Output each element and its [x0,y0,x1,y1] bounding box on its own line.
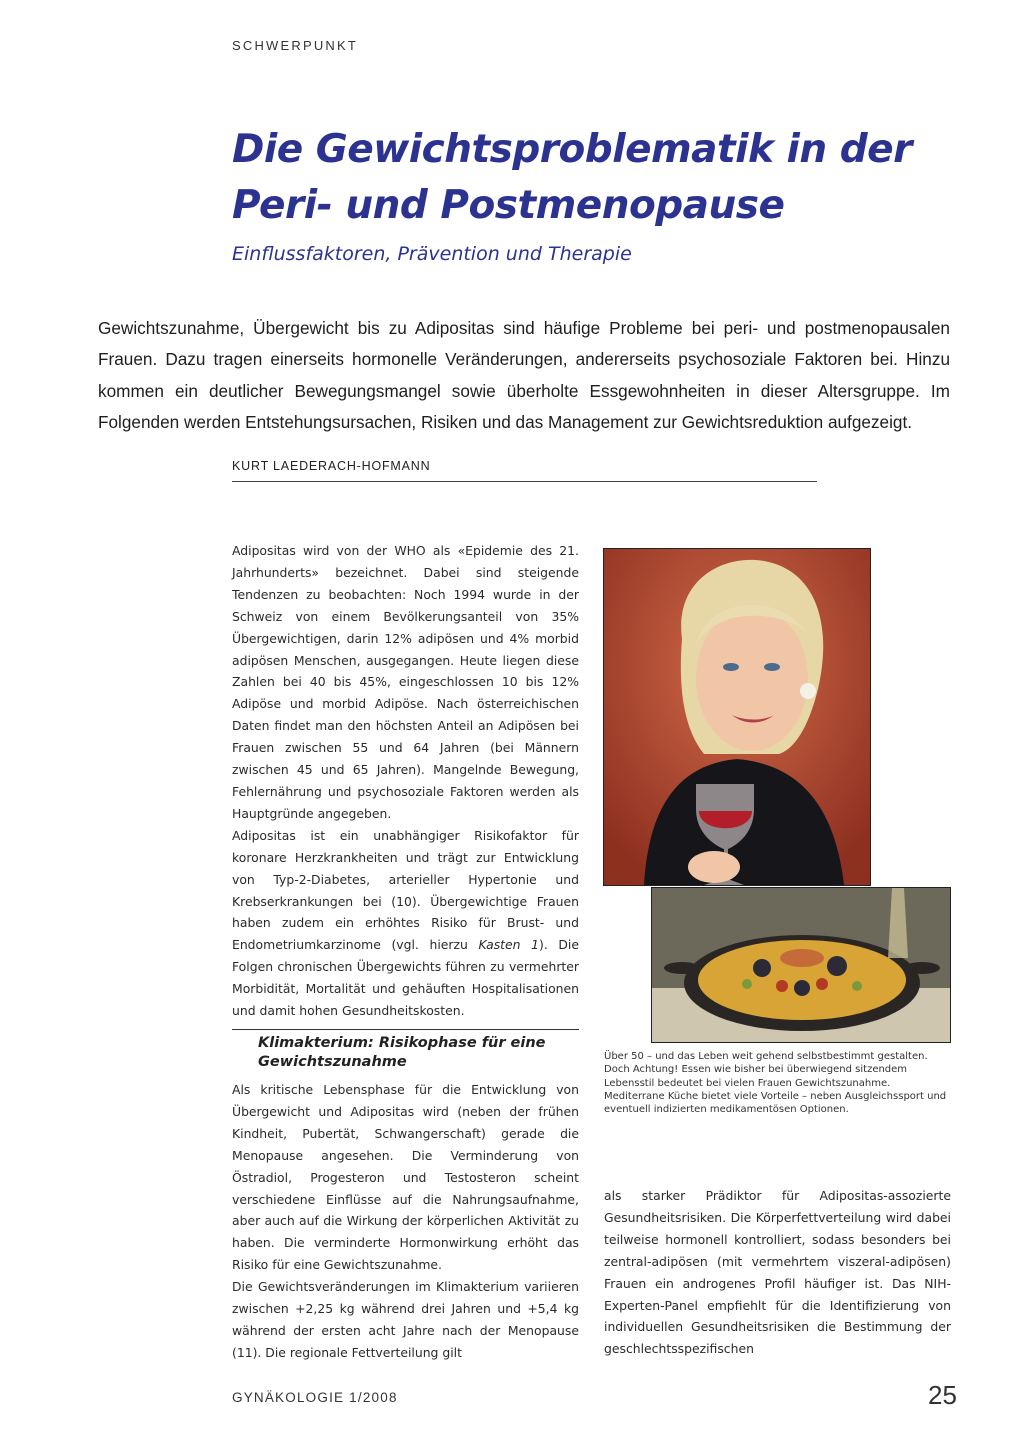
body-paragraph-2-text-a: Adipositas ist ein unabhängiger Risikofaktor für koronare Herzkrankheiten und trägt zur Entwicklung von Typ-2-Diabetes, arterieller Hypertonie und Krebserkrankungen bei (10). Übergewichtige Frauen haben zudem ein erhöhtes Risiko für Brust- und Endometriumkarzinome (vgl. hierzu [232,827,579,953]
body-column-right [604,1185,951,1360]
article-title [232,122,972,234]
body-paragraph-3: Als kritische Lebensphase für die Entwicklung von Übergewicht und Adipositas wird (neben der frühen Kindheit, Pubertät, Schwangerschaft) gerade die Menopause angesehen. Die Verminderung von Östradiol, Progesteron und Testosteron scheint verschiedene Einflüsse auf die Nahrungsaufnahme, aber auch auf die Wirkung der körperlichen Aktivität zu haben. Die verminderte Hormonwirkung erhöht das Risiko für eine Gewichtszunahme. [232,1082,579,1273]
body-column-left-bottom [232,1079,579,1364]
body-paragraph-4: Die Gewichtsveränderungen im Klimakterium variieren zwischen +2,25 kg während drei Jahren und +5,4 kg während der ersten acht Jahre nach der Menopause (11). Die regionale Fettverteilung gilt [232,1279,579,1360]
body-column-left-top [232,540,579,1022]
section-subheading: Klimakterium: Risikophase für eine Gewichtszunahme [258,1035,546,1070]
paella-photo [651,887,951,1043]
author-divider [232,481,817,482]
lead-paragraph: Gewichtszunahme, Übergewicht bis zu Adipositas sind häufige Probleme bei peri- und postmenopausalen Frauen. Dazu tragen einerseits hormonelle Veränderungen, andererseits psychosoziale Faktoren bei. Hinzu kommen ein deutlicher Bewegungsmangel sowie überholte Essgewohnheiten in dieser Altersgruppe. Im Folgenden werden Entstehungsursachen, Risiken und das Management zur Gewichtsreduktion aufgezeigt. [98,318,950,433]
page-number: 25 [928,1380,957,1410]
body-paragraph-2-text-b: ). Die Folgen chronischen Übergewichts führen zu vermehrter Morbidität, Mortalität und gehäuften Hospitalisationen und damit hohen Gesundheitskosten. [232,937,579,1019]
figure-caption: Über 50 – und das Leben weit gehend selbstbestimmt gestalten. Doch Achtung! Essen wie bisher bei überwiegend sitzendem Lebensstil bedeutet bei vielen Frauen Gewichtszunahme. Mediterrane Küche bietet viele Vorteile – neben Ausgleichssport und eventuell indizierten medikamentösen Optionen. [604,1051,947,1116]
box-reference: Kasten 1 [478,937,540,953]
body-paragraph-5: als starker Prädiktor für Adipositas-assozierte Gesundheitsrisiken. Die Körperfettverteilung wird dabei teilweise hormonell kontrolliert, sodass besonders bei zentral-adipösen (mit vermehrtem viszeral-adipösen) Frauen ein androgenes Profil häufiger ist. Das NIH-Experten-Panel empfiehlt für die Identifizierung von individuellen Gesundheitsrisiken die Bestimmung der geschlechtsspezifischen [604,1188,951,1357]
body-paragraph-1: Adipositas wird von der WHO als «Epidemie des 21. Jahrhunderts» bezeichnet. Dabei sind steigende Tendenzen zu beobachten: Noch 1994 wurde in der Schweiz von einem Bevölkerungsanteil von 35% Übergewichtigen, darin 12% adipösen und 4% morbid adipösen Menschen, ausgegangen. Heute liegen diese Zahlen bei 40 bis 45%, eingeschlossen 10 bis 12% Adipöse und morbid Adipöse. Nach österreichischen Daten findet man den höchsten Anteil an Adipösen bei Frauen zwischen 55 und 64 Jahren (bei Männern zwischen 45 und 65 Jahren). Mangelnde Bewegung, Fehlernährung und psychosoziale Faktoren werden als Hauptgründe angegeben. [232,543,579,821]
author-byline: KURT LAEDERACH-HOFMANN [232,459,431,473]
article-subtitle: Einflussfaktoren, Prävention und Therapie [232,243,632,265]
portrait-photo [603,548,871,886]
title-line-2: Peri- und Postmenopause [232,183,785,228]
section-label: SCHWERPUNKT [232,38,359,53]
subhead-divider [232,1029,579,1030]
paella-illustration [652,888,950,1042]
journal-footer: GYNÄKOLOGIE 1/2008 [232,1390,398,1405]
title-line-1: Die Gewichtsproblematik in der [232,127,912,172]
body-paragraph-2 [232,825,579,1022]
portrait-illustration [604,549,870,885]
